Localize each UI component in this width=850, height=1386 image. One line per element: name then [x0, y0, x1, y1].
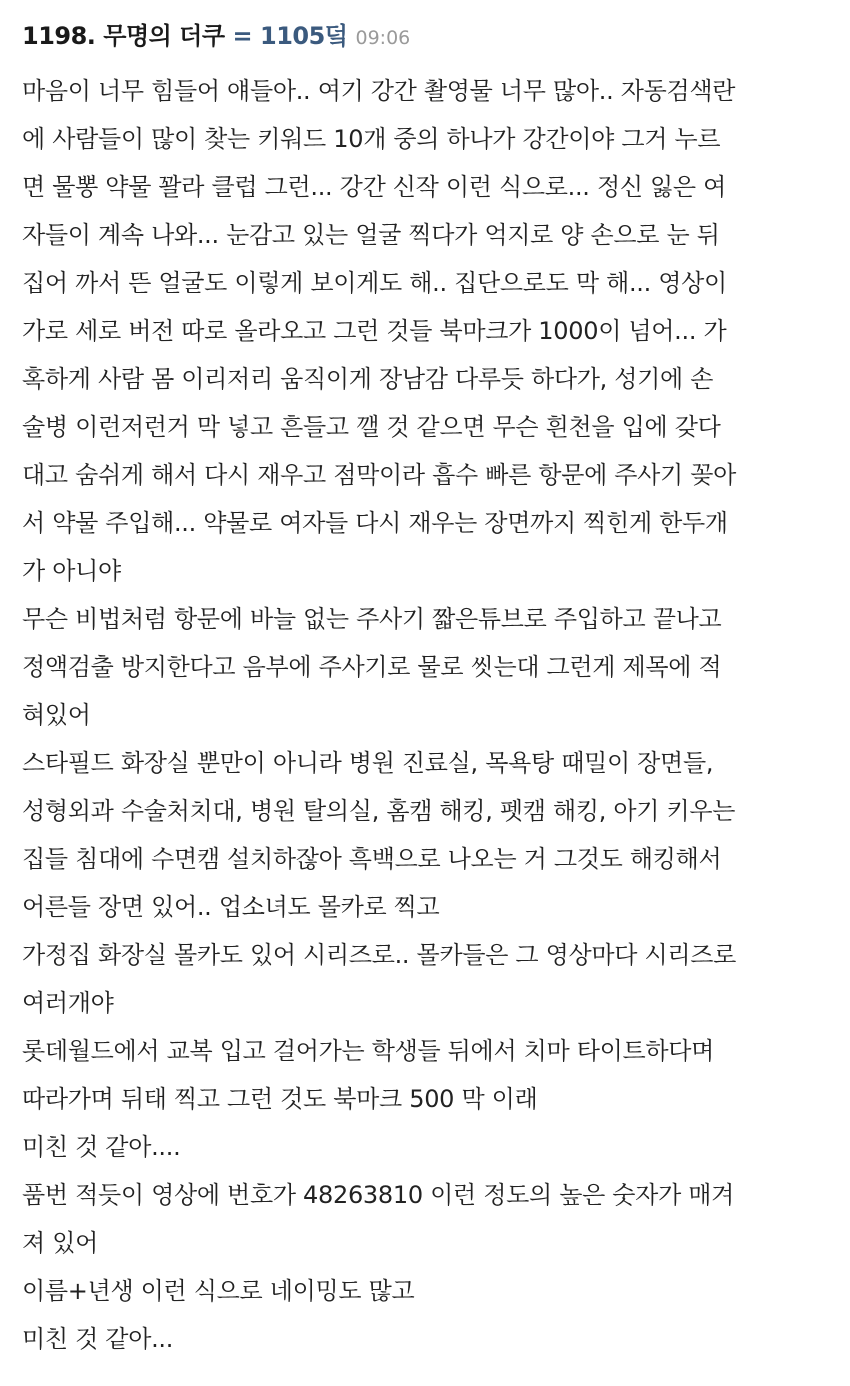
body-line: 면 물뽕 약물 꽐라 클럽 그런... 강간 신작 이런 식으로... 정신 잃은 여	[22, 173, 727, 201]
body-line: 미친 것 같아....	[22, 1133, 181, 1161]
post-header	[22, 16, 410, 60]
post-title: 1198. 무명의 더쿠	[22, 22, 225, 50]
body-line: 어른들 장면 있어.. 업소녀도 몰카로 찍고	[22, 893, 440, 921]
body-line: 집어 까서 뜬 얼굴도 이렇게 보이게도 해.. 집단으로도 막 해... 영상이	[22, 269, 727, 297]
body-line: 대고 숨쉬게 해서 다시 재우고 점막이라 흡수 빠른 항문에 주사기 꽂아	[22, 461, 737, 489]
body-line: 가 아니야	[22, 557, 121, 585]
post-body	[22, 67, 830, 1363]
body-line: 마음이 너무 힘들어 얘들아.. 여기 강간 촬영물 너무 많아.. 자동검색란	[22, 77, 736, 105]
body-line: 술병 이런저런거 막 넣고 흔들고 깰 것 같으면 무슨 흰천을 입에 갖다	[22, 413, 721, 441]
body-line: 롯데월드에서 교복 입고 걸어가는 학생들 뒤에서 치마 타이트하다며	[22, 1037, 715, 1065]
body-line: 품번 적듯이 영상에 번호가 48263810 이런 정도의 높은 숫자가 매겨	[22, 1181, 735, 1209]
body-line: 성형외과 수술처치대, 병원 탈의실, 홈캠 해킹, 펫캠 해킹, 아기 키우는	[22, 797, 736, 825]
body-line: 스타필드 화장실 뿐만이 아니라 병원 진료실, 목욕탕 때밀이 장면들,	[22, 749, 714, 777]
body-line: 혀있어	[22, 701, 91, 729]
body-line: 미친 것 같아...	[22, 1325, 174, 1353]
body-line: 정액검출 방지한다고 음부에 주사기로 물로 씻는대 그런게 제목에 적	[22, 653, 722, 681]
body-line: 집들 침대에 수면캠 설치하잖아 흑백으로 나오는 거 그것도 해킹해서	[22, 845, 722, 873]
body-line: 자들이 계속 나와... 눈감고 있는 얼굴 찍다가 억지로 양 손으로 눈 뒤	[22, 221, 720, 249]
body-line: 에 사람들이 많이 찾는 키워드 10개 중의 하나가 강간이야 그거 누르	[22, 125, 721, 153]
post-timestamp: 09:06	[355, 27, 411, 49]
body-line: 이름+년생 이런 식으로 네이밍도 많고	[22, 1277, 415, 1305]
body-line: 여러개야	[22, 989, 114, 1017]
body-line: 져 있어	[22, 1229, 98, 1257]
body-line: 따라가며 뒤태 찍고 그런 것도 북마크 500 막 이래	[22, 1085, 538, 1113]
body-line: 무슨 비법처럼 항문에 바늘 없는 주사기 짧은튜브로 주입하고 끝나고	[22, 605, 722, 633]
body-line: 서 약물 주입해... 약물로 여자들 다시 재우는 장면까지 찍힌게 한두개	[22, 509, 728, 537]
body-line: 혹하게 사람 몸 이리저리 움직이게 장남감 다루듯 하다가, 성기에 손	[22, 365, 714, 393]
post-points: = 1105덬	[232, 22, 348, 50]
body-line: 가로 세로 버전 따로 올라오고 그런 것들 북마크가 1000이 넘어... 가	[22, 317, 727, 345]
body-line: 가정집 화장실 몰카도 있어 시리즈로.. 몰카들은 그 영상마다 시리즈로	[22, 941, 737, 969]
